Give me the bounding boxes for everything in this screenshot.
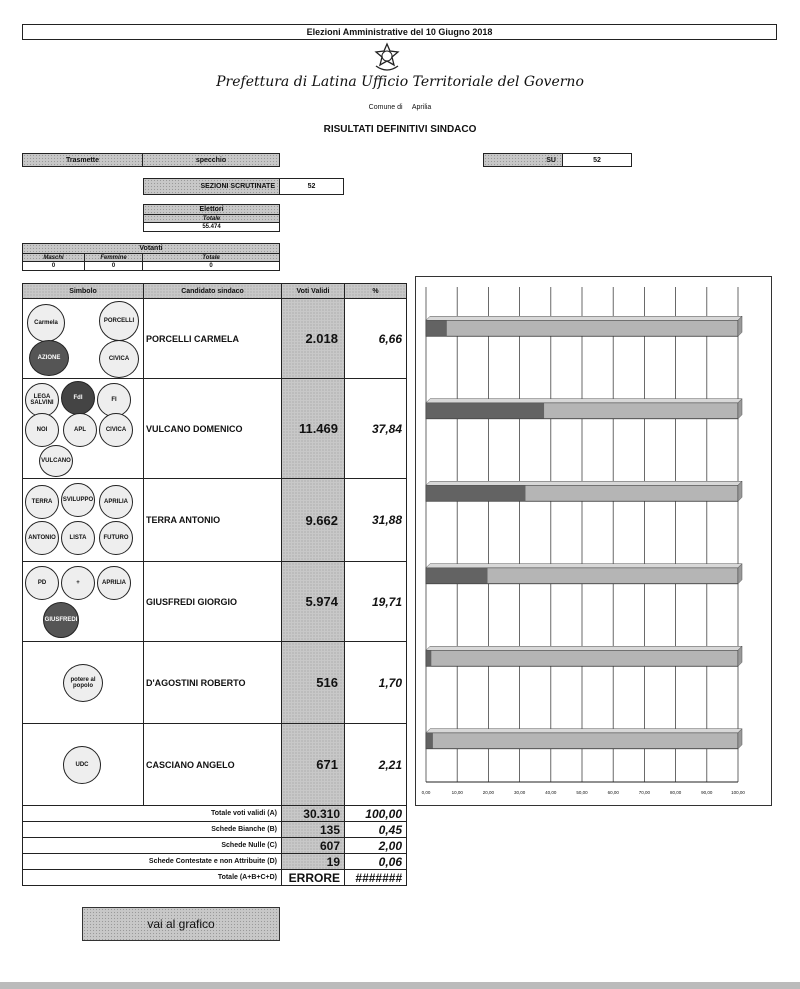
tick-label: 50,00 — [576, 790, 588, 795]
tick-label: 0,00 — [421, 790, 431, 795]
su-label: SU — [483, 153, 563, 167]
candidate-pct: 6,66 — [345, 299, 407, 379]
candidate-votes: 11.469 — [282, 379, 345, 479]
bar-track — [426, 650, 738, 666]
col-voti: Voti Validi — [282, 284, 345, 299]
elettori-sub: Totale — [143, 214, 280, 223]
bar-top — [426, 646, 742, 650]
bar — [426, 733, 433, 749]
party-logo: VULCANO — [39, 445, 73, 477]
election-title: Elezioni Amministrative del 10 Giugno 2018 — [22, 24, 777, 40]
table-row — [23, 379, 407, 479]
table-header — [23, 284, 407, 299]
candidate-name: VULCANO DOMENICO — [144, 379, 282, 479]
candidate-votes: 671 — [282, 724, 345, 806]
tick-label: 90,00 — [701, 790, 713, 795]
emblem-icon — [372, 42, 402, 74]
tick-label: 70,00 — [638, 790, 651, 795]
totals-label: Schede Bianche (B) — [23, 822, 282, 838]
tick-label: 100,00 — [731, 790, 745, 795]
totals-label: Schede Contestate e non Attribuite (D) — [23, 854, 282, 870]
candidate-pct: 1,70 — [345, 642, 407, 724]
tick-label: 40,00 — [545, 790, 557, 795]
comune-line — [0, 104, 800, 111]
tick-label: 30,00 — [513, 790, 526, 795]
col-candidato: Candidato sindaco — [144, 284, 282, 299]
party-logo: SVILUPPO — [61, 483, 95, 517]
sezioni-value: 52 — [279, 178, 344, 195]
party-logo: TERRA — [25, 485, 59, 519]
bar — [426, 650, 431, 666]
chart-svg — [416, 277, 773, 807]
party-logo: FUTURO — [99, 521, 133, 555]
candidate-name: D'AGOSTINI ROBERTO — [144, 642, 282, 724]
candidate-votes: 9.662 — [282, 479, 345, 562]
totals-row — [23, 854, 407, 870]
party-logo: Carmela — [27, 304, 65, 342]
table-row — [23, 299, 407, 379]
table-row — [23, 724, 407, 806]
candidate-pct: 31,88 — [345, 479, 407, 562]
totals-label: Totale voti validi (A) — [23, 806, 282, 822]
candidate-name: GIUSFREDI GIORGIO — [144, 562, 282, 642]
totals-votes: 135 — [282, 822, 345, 838]
bar-track — [426, 733, 738, 749]
prefettura-title: Prefettura di Latina Ufficio Territoriale del Governo — [216, 74, 584, 90]
totale-value: 0 — [142, 261, 280, 271]
tick-label: 80,00 — [669, 790, 682, 795]
femmine-label: Femmine — [84, 253, 143, 262]
maschi-label: Maschi — [22, 253, 85, 262]
totals-pct: ####### — [345, 870, 407, 886]
page-subtitle: RISULTATI DEFINITIVI SINDACO — [323, 124, 477, 135]
tick-label: 10,00 — [451, 790, 463, 795]
bar-top — [426, 729, 742, 733]
results-chart — [415, 276, 772, 806]
trasmette-label: Trasmette — [22, 153, 143, 167]
bar — [426, 403, 544, 419]
elettori-label: Elettori — [143, 204, 280, 215]
party-logo: FdI — [61, 381, 95, 415]
party-logo: APRILIA — [97, 566, 131, 600]
candidate-name: CASCIANO ANGELO — [144, 724, 282, 806]
totals-row — [23, 838, 407, 854]
logo-cell — [23, 642, 144, 724]
totals-row — [23, 822, 407, 838]
bar-top — [426, 316, 742, 320]
party-logo: + — [61, 566, 95, 600]
candidate-votes: 5.974 — [282, 562, 345, 642]
party-logo: APRILIA — [99, 485, 133, 519]
logo-cell — [23, 724, 144, 806]
totals-votes: 19 — [282, 854, 345, 870]
candidate-pct: 19,71 — [345, 562, 407, 642]
bar — [426, 485, 525, 501]
bar — [426, 568, 487, 584]
totals-votes: ERRORE — [282, 870, 345, 886]
su-value: 52 — [562, 153, 632, 167]
totals-label: Totale (A+B+C+D) — [23, 870, 282, 886]
totals-pct: 0,45 — [345, 822, 407, 838]
bar — [426, 320, 447, 336]
col-simbolo: Simbolo — [23, 284, 144, 299]
bar-top — [426, 399, 742, 403]
candidate-votes: 516 — [282, 642, 345, 724]
results-table — [22, 283, 407, 886]
totals-votes: 607 — [282, 838, 345, 854]
party-logo: LEGA SALVINI — [25, 383, 59, 417]
candidate-votes: 2.018 — [282, 299, 345, 379]
bar-track — [426, 320, 738, 336]
taskbar — [0, 982, 800, 989]
go-to-chart-button[interactable]: vai al grafico — [82, 907, 280, 941]
party-logo: AZIONE — [29, 340, 69, 376]
logo-cell — [23, 379, 144, 479]
totals-pct: 100,00 — [345, 806, 407, 822]
candidate-pct: 37,84 — [345, 379, 407, 479]
party-logo: potere al popolo — [63, 664, 103, 702]
party-logo: ANTONIO — [25, 521, 59, 555]
bar-top — [426, 481, 742, 485]
bar-top — [426, 564, 742, 568]
trasmette-value: specchio — [142, 153, 280, 167]
elettori-value: 55.474 — [143, 222, 280, 232]
candidate-pct: 2,21 — [345, 724, 407, 806]
party-logo: GIUSFREDI — [43, 602, 79, 638]
party-logo: LISTA — [61, 521, 95, 555]
logo-cell — [23, 479, 144, 562]
party-logo: APL — [63, 413, 97, 447]
party-logo: PD — [25, 566, 59, 600]
party-logo: CIVICA — [99, 340, 139, 378]
table-row — [23, 479, 407, 562]
candidate-name: TERRA ANTONIO — [144, 479, 282, 562]
logo-cell — [23, 299, 144, 379]
table-row — [23, 562, 407, 642]
totals-label: Schede Nulle (C) — [23, 838, 282, 854]
party-logo: PORCELLI — [99, 301, 139, 341]
totals-pct: 0,06 — [345, 854, 407, 870]
totale-label: Totale — [142, 253, 280, 262]
party-logo: CIVICA — [99, 413, 133, 447]
totals-votes: 30.310 — [282, 806, 345, 822]
maschi-value: 0 — [22, 261, 85, 271]
totals-row — [23, 806, 407, 822]
tick-label: 20,00 — [482, 790, 495, 795]
party-logo: UDC — [63, 746, 101, 784]
candidate-name: PORCELLI CARMELA — [144, 299, 282, 379]
party-logo: FI — [97, 383, 131, 417]
party-logo: NOI — [25, 413, 59, 447]
comune-name: Aprilia — [411, 104, 432, 111]
col-pct: % — [345, 284, 407, 299]
comune-label: Comune di — [368, 104, 403, 111]
femmine-value: 0 — [84, 261, 143, 271]
table-row — [23, 642, 407, 724]
sezioni-label: SEZIONI SCRUTINATE — [143, 178, 280, 195]
totals-row — [23, 870, 407, 886]
votanti-label: Votanti — [22, 243, 280, 254]
logo-cell — [23, 562, 144, 642]
tick-label: 60,00 — [607, 790, 619, 795]
totals-pct: 2,00 — [345, 838, 407, 854]
